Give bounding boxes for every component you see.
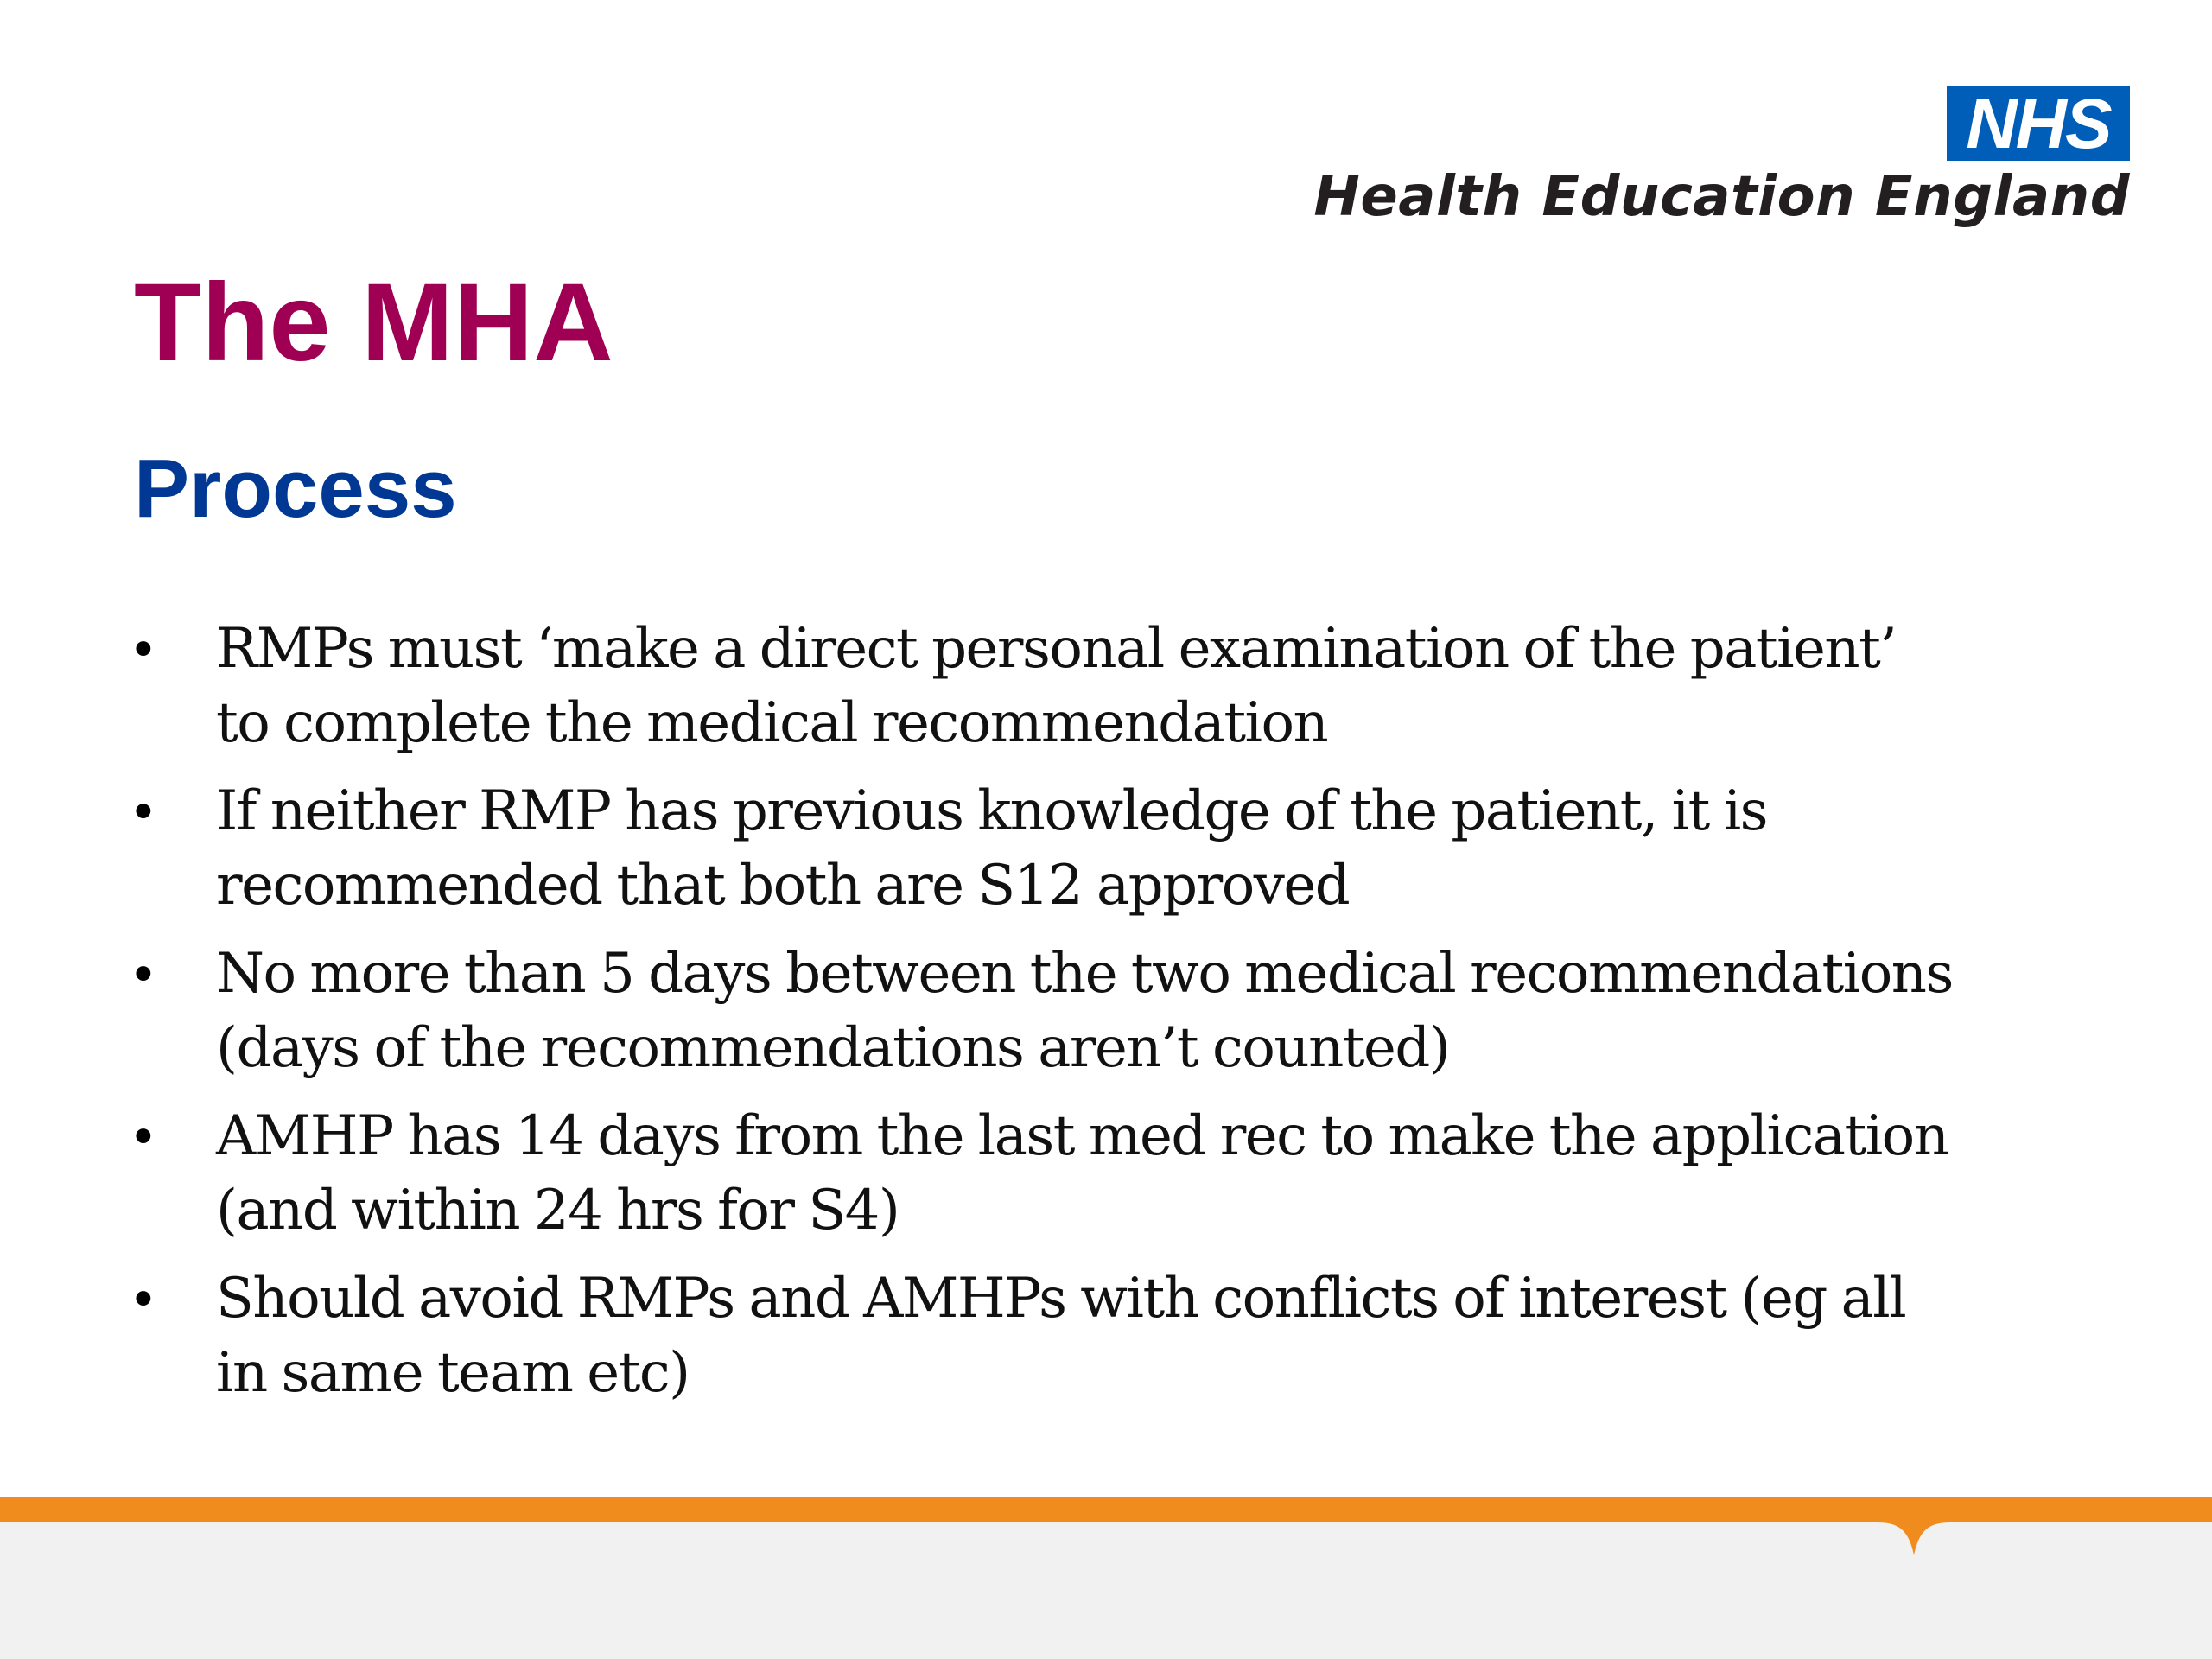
- bullet-line: (days of the recommendations aren’t counted): [216, 1016, 1450, 1080]
- bullet-item: [134, 612, 2018, 760]
- bullet-line: (and within 24 hrs for S4): [216, 1179, 899, 1243]
- bullet-marker: •: [134, 944, 153, 1003]
- bullet-line: to complete the medical recommendation: [216, 691, 1328, 755]
- bullet-list: [134, 612, 2018, 1424]
- nhs-hee-logo: [1313, 85, 2130, 242]
- bullet-text: [216, 612, 1896, 760]
- slide-title: The MHA: [134, 261, 613, 385]
- nhs-logo-text: NHS: [1966, 85, 2111, 163]
- bullet-item: [134, 774, 2018, 923]
- bullet-text: [216, 1099, 1948, 1248]
- bullet-line: in same team etc): [216, 1341, 690, 1405]
- bullet-line: recommended that both are S12 approved: [216, 854, 1350, 918]
- bullet-text: [216, 937, 1953, 1085]
- bullet-marker: •: [134, 781, 153, 841]
- bullet-line: Should avoid RMPs and AMHPs with conflicts of interest (eg all: [216, 1267, 1906, 1331]
- bullet-item: [134, 1262, 2018, 1410]
- bullet-marker: •: [134, 1106, 153, 1166]
- bullet-text: [216, 774, 1767, 923]
- bullet-text: [216, 1262, 1905, 1410]
- bullet-marker: •: [134, 619, 153, 678]
- bullet-item: [134, 937, 2018, 1085]
- bullet-line: If neither RMP has previous knowledge of the patient, it is: [216, 779, 1767, 843]
- nhs-logo-box: [1947, 86, 2130, 161]
- slide-subtitle: Process: [134, 442, 457, 535]
- bullet-line: No more than 5 days between the two medical recommendations: [216, 942, 1953, 1006]
- bullet-marker: •: [134, 1268, 153, 1328]
- organisation-name: Health Education England: [1313, 165, 2130, 229]
- footer-notch-shape: [1875, 1516, 1953, 1561]
- bullet-line: AMHP has 14 days from the last med rec to make the application: [216, 1104, 1948, 1168]
- bullet-line: RMPs must ‘make a direct personal examination of the patient’: [216, 617, 1897, 681]
- bullet-item: [134, 1099, 2018, 1248]
